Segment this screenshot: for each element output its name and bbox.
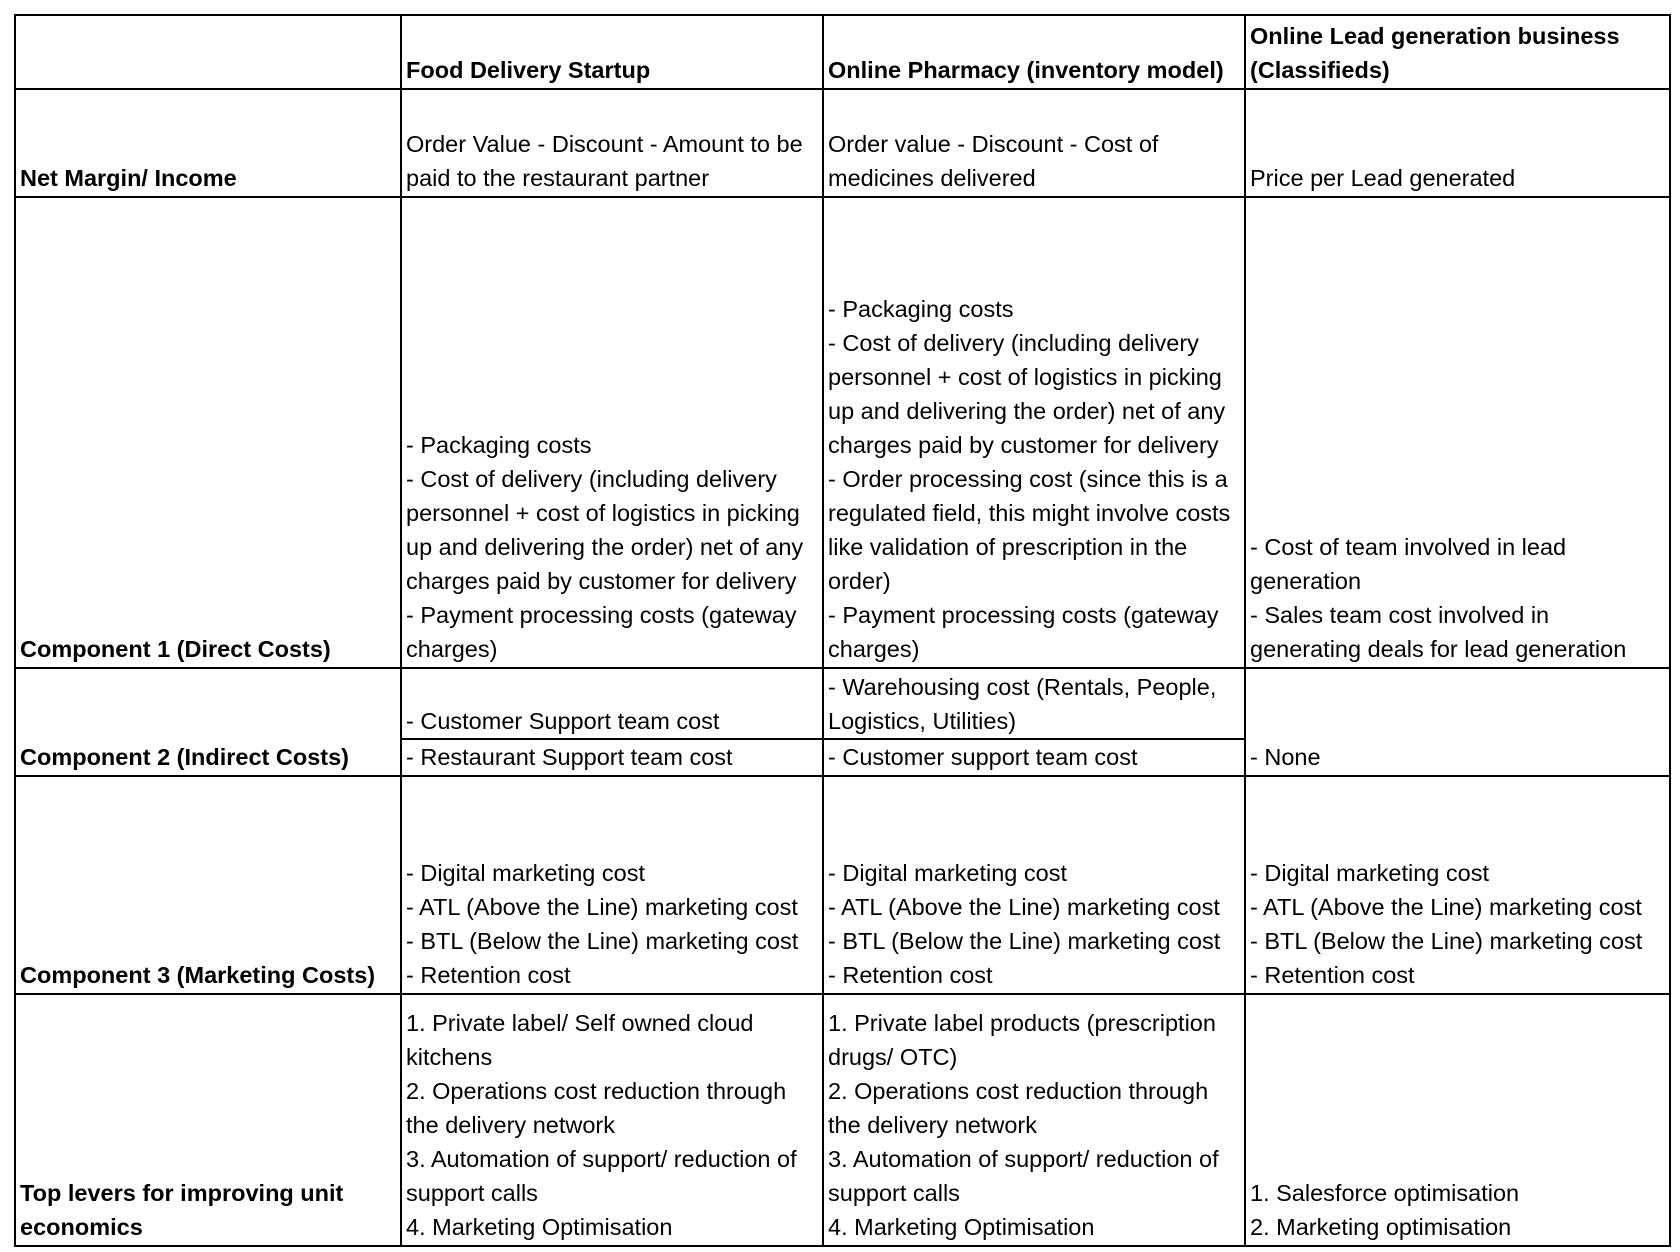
- row-label-net-margin[interactable]: Net Margin/ Income: [15, 89, 401, 197]
- header-lead-generation[interactable]: Online Lead generation business (Classifieds): [1245, 15, 1670, 89]
- table-row-net-margin: [15, 89, 1670, 197]
- cell-line: - Payment processing costs (gateway charges): [828, 602, 1219, 662]
- cell-line: - Digital marketing cost: [406, 860, 645, 886]
- row-label-component-3[interactable]: Component 3 (Marketing Costs): [15, 776, 401, 994]
- cell-line: - Packaging costs: [828, 296, 1014, 322]
- cell-line: Price per Lead generated: [1250, 165, 1516, 191]
- cell-line: 2. Operations cost reduction through the delivery network: [406, 1078, 787, 1138]
- cell-line: - Digital marketing cost: [1250, 860, 1489, 886]
- row-label-top-levers[interactable]: Top levers for improving unit economics: [15, 994, 401, 1246]
- table-row-component-3: [15, 776, 1670, 994]
- cell-indirect-costs-food[interactable]: [401, 668, 823, 776]
- cell-indirect-costs-lead[interactable]: [1245, 668, 1670, 776]
- cell-line: 2. Operations cost reduction through the delivery network: [828, 1078, 1209, 1138]
- cell-line: - Customer support team cost: [828, 744, 1138, 770]
- cell-line: 2. Marketing optimisation: [1250, 1214, 1512, 1240]
- cell-marketing-costs-food[interactable]: [401, 776, 823, 994]
- cell-line: - BTL (Below the Line) marketing cost: [406, 928, 799, 954]
- cell-direct-costs-pharmacy[interactable]: [823, 197, 1245, 668]
- cell-marketing-costs-lead[interactable]: [1245, 776, 1670, 994]
- cell-line: 1. Private label products (prescription drugs/ OTC): [828, 1010, 1216, 1070]
- header-food-delivery[interactable]: Food Delivery Startup: [401, 15, 823, 89]
- cell-line: - Digital marketing cost: [828, 860, 1067, 886]
- cell-net-margin-pharmacy[interactable]: [823, 89, 1245, 197]
- cell-line: - Warehousing cost (Rentals, People, Logistics, Utilities): [824, 670, 1244, 740]
- cell-line: - Retention cost: [1250, 962, 1415, 988]
- cell-line: Order Value - Discount - Amount to be paid to the restaurant partner: [406, 131, 803, 191]
- cell-line: - BTL (Below the Line) marketing cost: [828, 928, 1221, 954]
- unit-economics-table: [14, 14, 1671, 1247]
- cell-direct-costs-food[interactable]: [401, 197, 823, 668]
- cell-line: 4. Marketing Optimisation: [828, 1214, 1095, 1240]
- cell-line: - Order processing cost (since this is a regulated field, this might involve costs like validation of prescription in the order): [828, 466, 1231, 594]
- cell-line: - Sales team cost involved in generating deals for lead generation: [1250, 602, 1627, 662]
- table-row-top-levers: [15, 994, 1670, 1246]
- cell-line: - Payment processing costs (gateway charges): [406, 602, 797, 662]
- cell-line: - Packaging costs: [406, 432, 592, 458]
- cell-net-margin-food[interactable]: [401, 89, 823, 197]
- cell-line: - Retention cost: [406, 962, 571, 988]
- cell-line: - Customer Support team cost: [402, 704, 822, 740]
- cell-line: - Retention cost: [828, 962, 993, 988]
- cell-line: - Cost of team involved in lead generation: [1250, 534, 1567, 594]
- cell-levers-lead[interactable]: [1245, 994, 1670, 1246]
- cell-line: - Cost of delivery (including delivery personnel + cost of logistics in picking up and delivering the order) net of any charges paid by customer for delivery: [828, 330, 1226, 458]
- header-row: [15, 15, 1670, 89]
- table-row-component-2: [15, 668, 1670, 776]
- cell-line: 3. Automation of support/ reduction of support calls: [406, 1146, 797, 1206]
- cell-line: 4. Marketing Optimisation: [406, 1214, 673, 1240]
- cell-line: - ATL (Above the Line) marketing cost: [1250, 894, 1642, 920]
- cell-line: 3. Automation of support/ reduction of support calls: [828, 1146, 1219, 1206]
- cell-line: - None: [1250, 744, 1321, 770]
- cell-line: - ATL (Above the Line) marketing cost: [828, 894, 1220, 920]
- cell-line: - ATL (Above the Line) marketing cost: [406, 894, 798, 920]
- header-corner-cell[interactable]: [15, 15, 401, 89]
- cell-line: 1. Salesforce optimisation: [1250, 1180, 1520, 1206]
- cell-marketing-costs-pharmacy[interactable]: [823, 776, 1245, 994]
- cell-line: - Restaurant Support team cost: [406, 744, 733, 770]
- cell-line: - BTL (Below the Line) marketing cost: [1250, 928, 1643, 954]
- cell-levers-pharmacy[interactable]: [823, 994, 1245, 1246]
- row-label-component-2[interactable]: Component 2 (Indirect Costs): [15, 668, 401, 776]
- cell-line: - Cost of delivery (including delivery personnel + cost of logistics in picking up and delivering the order) net of any charges paid by customer for delivery: [406, 466, 804, 594]
- cell-levers-food[interactable]: [401, 994, 823, 1246]
- cell-direct-costs-lead[interactable]: [1245, 197, 1670, 668]
- row-label-component-1[interactable]: Component 1 (Direct Costs): [15, 197, 401, 668]
- cell-indirect-costs-pharmacy[interactable]: [823, 668, 1245, 776]
- table-row-component-1: [15, 197, 1670, 668]
- cell-line: 1. Private label/ Self owned cloud kitchens: [406, 1010, 754, 1070]
- header-online-pharmacy[interactable]: Online Pharmacy (inventory model): [823, 15, 1245, 89]
- cell-line: Order value - Discount - Cost of medicines delivered: [828, 131, 1159, 191]
- cell-net-margin-lead[interactable]: [1245, 89, 1670, 197]
